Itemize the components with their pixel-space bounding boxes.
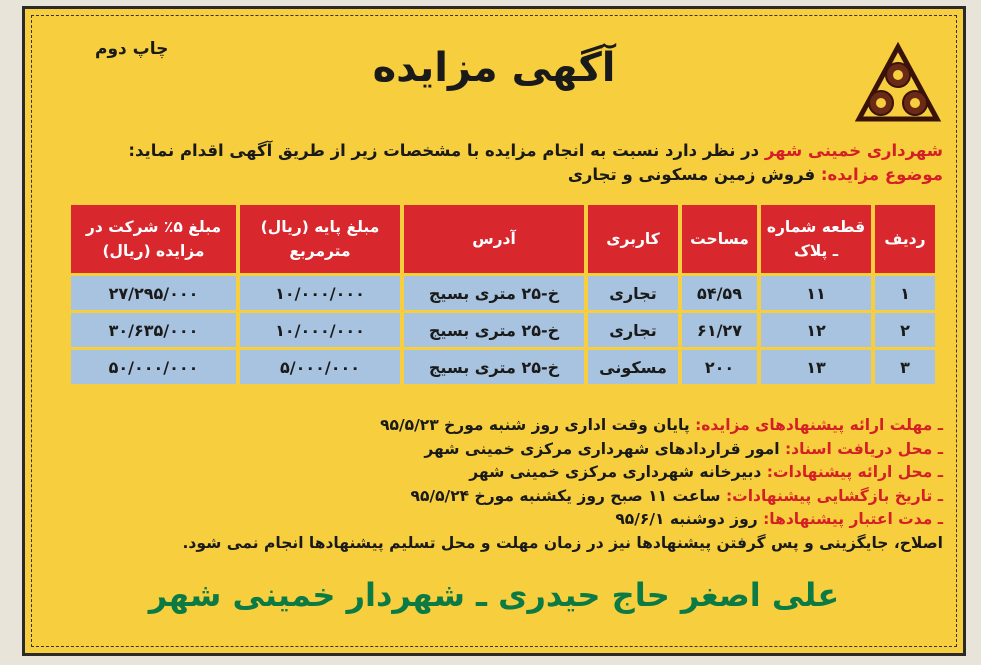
print-edition-label: چاپ دوم [95,39,169,59]
cell-row-number: ۲ [875,313,935,347]
cell-row-number: ۳ [875,350,935,384]
auction-table [67,202,939,387]
note-deadline [183,414,943,438]
cell-address: خ-۲۵ متری بسیج [404,350,584,384]
cell-plot-number: ۱۱ [761,276,871,310]
municipality-emblem-icon [853,41,943,131]
subject-label: موضوع مزایده: [820,165,943,184]
note-label: ـ محل دریافت اسناد: [784,439,943,458]
cell-usage: مسکونی [588,350,678,384]
note-submission [183,461,943,485]
header-plot-number: قطعه شماره ـ پلاک [761,205,871,273]
cell-address: خ-۲۵ متری بسیج [404,276,584,310]
note-label: ـ مدت اعتبار پیشنهادها: [763,510,943,528]
header-row-number: ردیف [875,205,935,273]
notes-section [183,414,943,555]
cell-base-price: ۵/۰۰۰/۰۰۰ [240,350,400,384]
cell-deposit: ۲۷/۲۹۵/۰۰۰ [71,276,236,310]
cell-usage: تجاری [588,276,678,310]
intro-line [128,141,943,160]
note-label: ـ تاریخ بازگشایی پیشنهادات: [725,486,943,505]
subject-line [568,165,943,184]
note-validity [183,508,943,532]
header-deposit: مبلغ ۵٪ شرکت در مزایده (ریال) [71,205,236,273]
table-header-row [71,205,935,273]
subject-value: فروش زمین مسکونی و تجاری [567,165,821,184]
cell-deposit: ۳۰/۶۳۵/۰۰۰ [71,313,236,347]
closing-note: اصلاح، جایگزینی و پس گرفتن پیشنهادها نیز در زمان مهلت و محل تسلیم پیشنهادها انجام نمی شود. [182,533,943,552]
table-row [71,276,935,310]
note-value: امور قراردادهای شهرداری مرکزی خمینی شهر [424,439,785,458]
cell-deposit: ۵۰/۰۰۰/۰۰۰ [71,350,236,384]
header-address: آدرس [404,205,584,273]
header-area: مساحت [682,205,757,273]
notice-title: آگهی مزایده [372,45,616,91]
note-value: ساعت ۱۱ صبح روز یکشنبه مورخ ۹۵/۵/۲۴ [410,486,726,505]
table-row [71,350,935,384]
cell-base-price: ۱۰/۰۰۰/۰۰۰ [240,313,400,347]
header-base-price: مبلغ پایه (ریال) مترمربع [240,205,400,273]
mayor-signature-line: علی اصغر حاج حیدری ـ شهردار خمینی شهر [148,576,840,614]
note-value: دبیرخانه شهرداری مرکزی خمینی شهر [469,463,767,481]
cell-row-number: ۱ [875,276,935,310]
note-documents [183,438,943,462]
note-label: ـ مهلت ارائه پیشنهادهای مزایده: [695,416,943,434]
cell-address: خ-۲۵ متری بسیج [404,313,584,347]
note-value: روز دوشنبه ۹۵/۶/۱ [615,510,764,528]
header-usage: کاربری [588,205,678,273]
note-label: ـ محل ارائه پیشنهادات: [766,463,943,481]
note-value: پایان وقت اداری روز شنبه مورخ ۹۵/۵/۲۳ [380,416,696,434]
cell-base-price: ۱۰/۰۰۰/۰۰۰ [240,276,400,310]
intro-text: در نظر دارد نسبت به انجام مزایده با مشخصات زیر از طریق آگهی اقدام نماید: [128,141,765,160]
cell-area: ۲۰۰ [682,350,757,384]
cell-plot-number: ۱۳ [761,350,871,384]
table-row [71,313,935,347]
auction-notice [22,6,966,656]
cell-plot-number: ۱۲ [761,313,871,347]
org-name: شهرداری خمینی شهر [764,141,943,160]
note-opening [183,485,943,509]
cell-usage: تجاری [588,313,678,347]
cell-area: ۵۴/۵۹ [682,276,757,310]
cell-area: ۶۱/۲۷ [682,313,757,347]
